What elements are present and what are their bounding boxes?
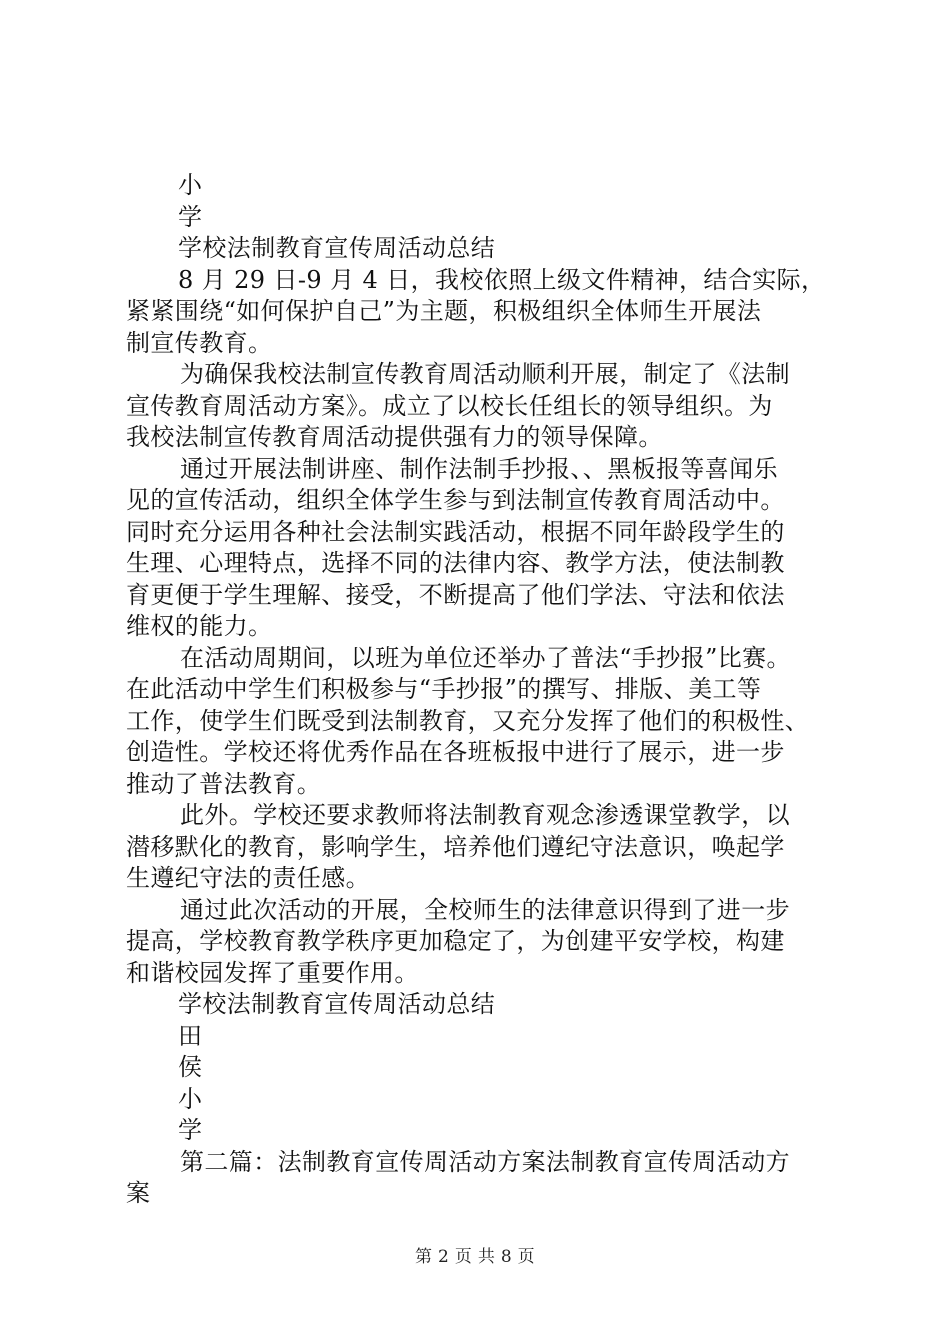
paragraph-line: 生遵纪守法的责任感。 [126, 864, 370, 892]
paragraph-line: 在活动周期间，以班为单位还举办了普法“手抄报”比赛。 [180, 643, 791, 672]
paragraph-line: 我校法制宣传教育周活动提供强有力的领导保障。 [126, 423, 663, 451]
heading-line: 学校法制教育宣传周活动总结 [178, 234, 496, 262]
text-line: 侯 [178, 1053, 203, 1081]
section-title-line: 案 [126, 1179, 151, 1207]
text-line: 小 [178, 171, 203, 199]
text-line: 田 [178, 1021, 203, 1050]
text-line: 学 [178, 1116, 203, 1144]
paragraph-line: 为确保我校法制宣传教育周活动顺利开展，制定了《法制 [180, 360, 790, 388]
paragraph-line: 工作，使学生们既受到法制教育，又充分发挥了他们的积极性、 [126, 706, 810, 735]
text-line: 学 [178, 202, 203, 231]
paragraph-line: 制宣传教育。 [126, 328, 273, 357]
paragraph-line: 8 月 29 日-9 月 4 日，我校依照上级文件精神，结合实际， [178, 265, 826, 294]
paragraph-line: 通过此次活动的开展，全校师生的法律意识得到了进一步 [180, 895, 790, 924]
section-title-line: 第二篇：法制教育宣传周活动方案法制教育宣传周活动方 [180, 1147, 790, 1176]
paragraph-line: 潜移默化的教育，影响学生，培养他们遵纪守法意识，唤起学 [126, 832, 785, 861]
paragraph-line: 和谐校园发挥了重要作用。 [126, 958, 419, 987]
paragraph-line: 创造性。学校还将优秀作品在各班板报中进行了展示，进一步 [126, 738, 785, 766]
text-line: 小 [178, 1084, 203, 1113]
paragraph-line: 生理、心理特点，选择不同的法律内容、教学方法，使法制教 [126, 549, 785, 577]
paragraph-line: 通过开展法制讲座、制作法制手抄报、、黑板报等喜闻乐 [180, 454, 778, 483]
document-body [126, 170, 836, 1210]
paragraph-line: 在此活动中学生们积极参与“手抄报”的撰写、排版、美工等 [126, 675, 762, 703]
paragraph-line: 维权的能力。 [126, 612, 273, 640]
paragraph-line: 宣传教育周活动方案》。成立了以校长任组长的领导组织。为 [126, 391, 773, 420]
paragraph-line: 同时充分运用各种社会法制实践活动，根据不同年龄段学生的 [126, 517, 785, 546]
page-number-footer: 第 2 页 共 8 页 [415, 1247, 535, 1267]
paragraph-line: 推动了普法教育。 [126, 769, 322, 798]
paragraph-line: 紧紧围绕“如何保护自己”为主题，积极组织全体师生开展法 [126, 297, 762, 325]
paragraph-line: 此外。学校还要求教师将法制教育观念渗透课堂教学，以 [180, 801, 790, 829]
paragraph-line: 见的宣传活动，组织全体学生参与到法制宣传教育周活动中。 [126, 486, 785, 514]
heading-line: 学校法制教育宣传周活动总结 [178, 990, 496, 1018]
paragraph-line: 育更便于学生理解、接受，不断提高了他们学法、守法和依法 [126, 580, 785, 609]
paragraph-line: 提高，学校教育教学秩序更加稳定了，为创建平安学校，构建 [126, 927, 785, 955]
